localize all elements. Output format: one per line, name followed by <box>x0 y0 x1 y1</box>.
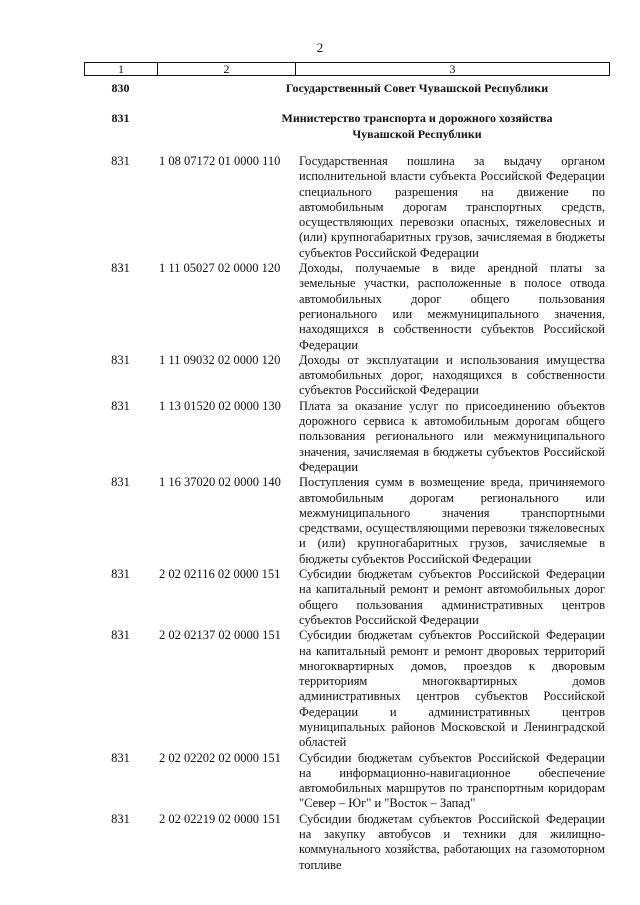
revenue-name: Плата за оказание услуг по присоединению объектов дорожного сервиса к автомобильным дорогам общего пользования регионального или межмуниципального значения, зачисляемая в бюджеты субъектов Российской Федерации <box>299 398 605 474</box>
section-code: 831 <box>111 111 130 125</box>
budget-classification-code: 1 08 07172 01 0000 110 <box>159 154 281 168</box>
table-row <box>84 154 610 261</box>
admin-code: 831 <box>111 567 130 582</box>
admin-code: 831 <box>111 352 130 367</box>
header-col-1: 1 <box>85 63 158 75</box>
budget-classification-code: 1 16 37020 02 0000 140 <box>159 475 281 490</box>
section-title: Государственный Совет Чувашской Республики <box>285 81 549 95</box>
revenue-name: Субсидии бюджетам субъектов Российской Федерации на информационно-навигационное обеспечение автомобильных маршрутов по транспортным коридорам "Север – Юг" и "Восток – Запад" <box>299 750 605 811</box>
admin-code: 831 <box>111 261 130 276</box>
admin-code: 831 <box>111 475 130 490</box>
revenue-table <box>84 154 610 873</box>
budget-classification-code: 2 02 02116 02 0000 151 <box>159 567 281 582</box>
revenue-name: Субсидии бюджетам субъектов Российской Федерации на закупку автобусов и техники для жилищно-коммунального хозяйства, работающих на газомоторном топливе <box>299 811 605 872</box>
table-row <box>84 812 610 873</box>
section-title: Министерство транспорта и дорожного хозяйства Чувашской Республики <box>281 111 553 141</box>
section-code: 830 <box>111 81 130 95</box>
admin-code: 831 <box>111 750 130 765</box>
admin-code: 831 <box>111 154 130 168</box>
table-row <box>84 751 610 812</box>
admin-code: 831 <box>111 628 130 643</box>
table-header <box>84 62 610 76</box>
budget-classification-code: 2 02 02219 02 0000 151 <box>159 811 281 826</box>
table-row <box>84 567 610 628</box>
admin-code: 831 <box>111 398 130 413</box>
budget-classification-code: 2 02 02137 02 0000 151 <box>159 628 281 643</box>
revenue-name: Доходы от эксплуатации и использования имущества автомобильных дорог, находящихся в собственности субъектов Российской Федерации <box>299 352 605 398</box>
header-col-2: 2 <box>158 63 296 75</box>
revenue-name: Субсидии бюджетам субъектов Российской Федерации на капитальный ремонт и ремонт автомобильных дорог общего пользования административных центров субъектов Российской Федерации <box>299 567 605 627</box>
budget-classification-code: 1 11 05027 02 0000 120 <box>159 261 281 276</box>
budget-classification-code: 2 02 02202 02 0000 151 <box>159 750 281 765</box>
table-row <box>84 628 610 750</box>
revenue-name: Субсидии бюджетам субъектов Российской Федерации на капитальный ремонт и ремонт дворовых территорий многоквартирных домов, проездов к дворовым территориям многоквартирных домов административных центров субъектов Российской Федерации и административных центров муниципальных районов Московской и Ленинградской областей <box>299 628 605 750</box>
header-col-3: 3 <box>449 62 456 76</box>
table-row <box>84 261 610 353</box>
budget-classification-code: 1 11 09032 02 0000 120 <box>159 352 281 367</box>
revenue-name: Государственная пошлина за выдачу органом исполнительной власти субъекта Российской Федерации специального разрешения на движение по автомобильным дорогам транспортных средств, осуществляющих перевозки опасных, тяжеловесных и (или) крупногабаритных грузов, зачисляемая в бюджеты субъектов Российской Федерации <box>299 154 605 260</box>
page-number: 2 <box>316 40 324 55</box>
budget-classification-code: 1 13 01520 02 0000 130 <box>159 398 281 413</box>
revenue-name: Поступления сумм в возмещение вреда, причиняемого автомобильным дорогам регионального или межмуниципального значения транспортными средствами, осуществляющими перевозки тяжеловесных и (или) крупногабаритных грузов, зачисляемые в бюджеты субъектов Российской Федерации <box>299 475 605 566</box>
table-row <box>84 399 610 475</box>
table-row <box>84 475 610 567</box>
admin-code: 831 <box>111 811 130 826</box>
table-row <box>84 353 610 399</box>
revenue-name: Доходы, получаемые в виде арендной платы за земельные участки, расположенные в полосе отвода автомобильных дорог общего пользования регионального или межмуниципального значения, находящихся в собственности субъектов Российской Федерации <box>299 261 605 352</box>
